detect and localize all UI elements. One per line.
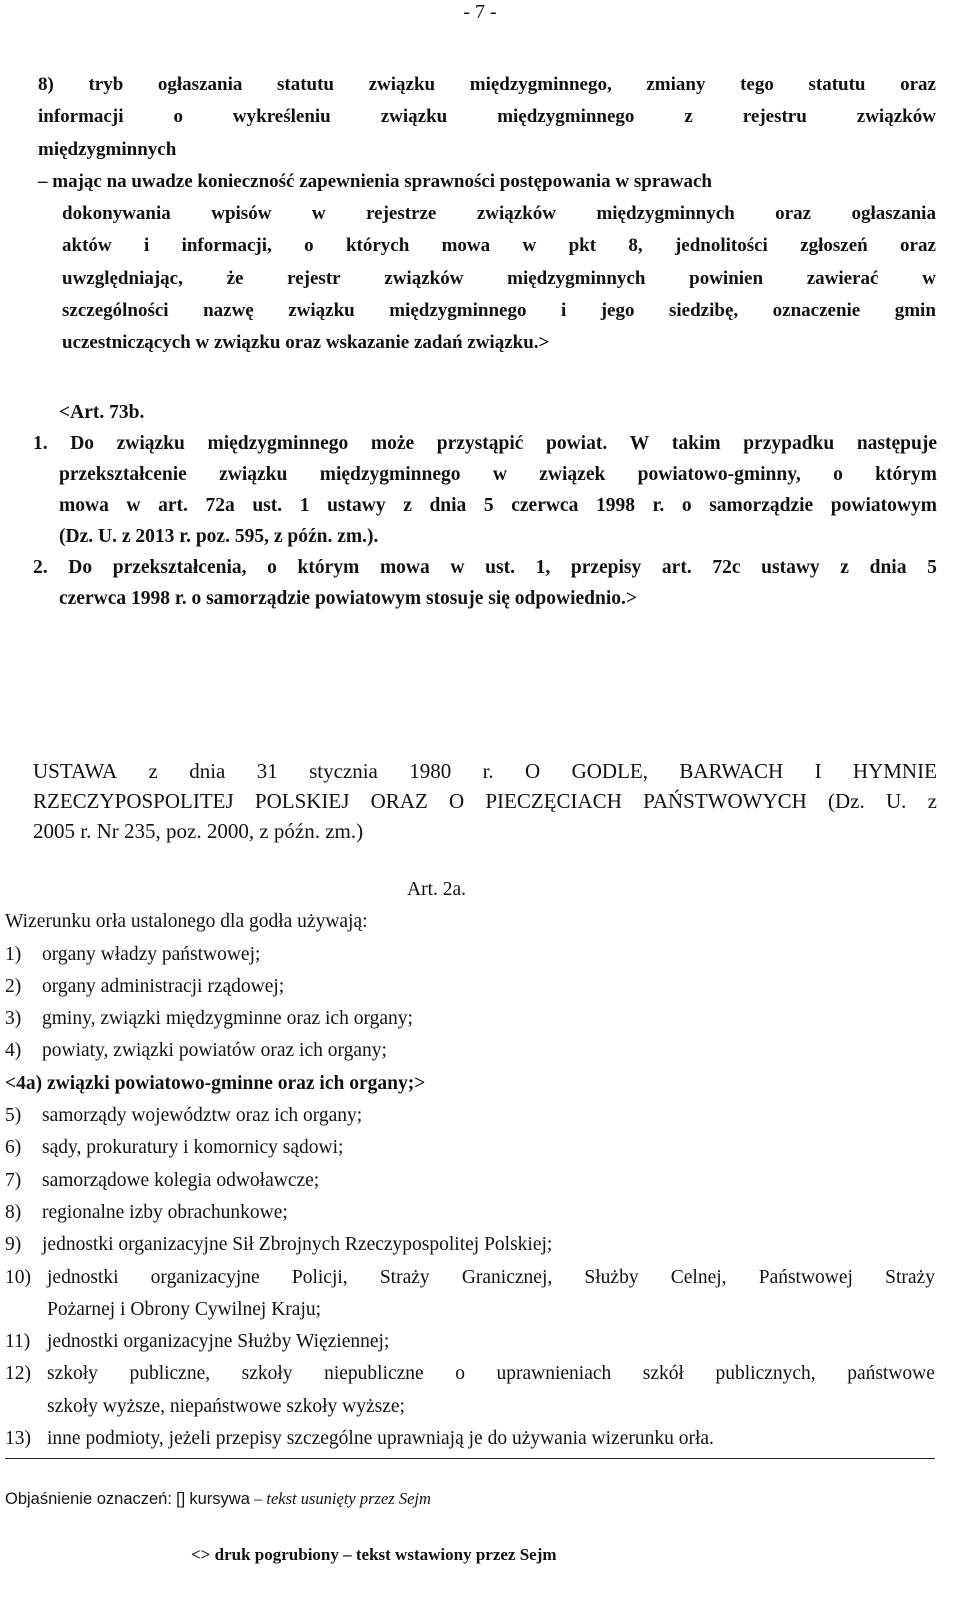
word: których bbox=[345, 235, 410, 257]
word: USTAWA bbox=[33, 759, 118, 783]
item-text: samorządy województw oraz ich organy; bbox=[42, 1105, 363, 1127]
word: jednostki bbox=[47, 1266, 119, 1288]
word: o bbox=[681, 495, 692, 516]
article-heading: <Art. 73b. bbox=[59, 402, 145, 423]
word: O bbox=[525, 759, 541, 783]
word: 72c bbox=[712, 557, 741, 578]
word: informacji bbox=[38, 106, 124, 128]
word: w bbox=[522, 235, 537, 257]
item-text: jednostki organizacyjne Sił Zbrojnych Rzeczypospolitej Polskiej; bbox=[42, 1234, 553, 1256]
word: 8) bbox=[38, 74, 54, 95]
text-line bbox=[33, 555, 937, 586]
text-line bbox=[33, 788, 937, 818]
word: międzygminnego bbox=[389, 300, 527, 322]
word: może bbox=[370, 433, 415, 454]
word: z bbox=[684, 106, 693, 128]
art73a-section bbox=[38, 72, 936, 363]
list-item bbox=[5, 1427, 935, 1459]
word: mowa bbox=[59, 495, 109, 516]
text-line: czerwca 1998 r. o samorządzie powiatowym stosuje się odpowiednio.> bbox=[59, 588, 637, 609]
word: o bbox=[173, 106, 183, 128]
item-number: 13) bbox=[5, 1428, 31, 1450]
word: państwowe bbox=[847, 1363, 935, 1385]
item-number: 5) bbox=[5, 1105, 22, 1127]
legend-deleted bbox=[5, 1491, 431, 1508]
word: następuje bbox=[856, 433, 937, 454]
word: dnia bbox=[429, 495, 467, 516]
word: RZECZYPOSPOLITEJ bbox=[33, 789, 234, 813]
item-text: organy władzy państwowej; bbox=[42, 943, 261, 965]
word: z bbox=[927, 789, 937, 813]
word: statutu bbox=[276, 74, 334, 95]
word: o bbox=[833, 464, 843, 485]
word: U. bbox=[885, 789, 907, 813]
legend-label: Objaśnienie oznaczeń: bbox=[5, 1490, 172, 1508]
word: i bbox=[560, 300, 567, 322]
word: uwzględniając, bbox=[62, 267, 183, 289]
word: o bbox=[304, 235, 314, 257]
word: Policji, bbox=[291, 1266, 348, 1288]
word: szkół bbox=[642, 1363, 684, 1385]
word: Służby bbox=[584, 1266, 639, 1288]
word: O bbox=[448, 789, 465, 813]
word: powiatowo-gminny, bbox=[637, 464, 801, 485]
text-line bbox=[59, 493, 937, 524]
list-item bbox=[5, 1266, 935, 1298]
word: Straży bbox=[379, 1266, 430, 1288]
word: Granicznej, bbox=[461, 1266, 553, 1288]
word: powinien bbox=[689, 267, 764, 289]
word: którym bbox=[875, 464, 937, 485]
word: w bbox=[450, 557, 465, 578]
word: siedzibę, bbox=[669, 300, 739, 322]
word: nazwę bbox=[203, 300, 254, 322]
item-number: 4) bbox=[5, 1040, 22, 1062]
list-item bbox=[5, 1136, 935, 1168]
word: r. bbox=[482, 759, 494, 783]
item-number: 12) bbox=[5, 1363, 31, 1385]
word: stycznia bbox=[309, 759, 378, 783]
word: z bbox=[148, 759, 158, 783]
word: ust. bbox=[485, 557, 515, 578]
word: GODLE, bbox=[571, 759, 648, 783]
word: BARWACH bbox=[679, 759, 784, 783]
item-text: gminy, związki międzygminne oraz ich organy; bbox=[42, 1008, 413, 1030]
item-number: 1) bbox=[5, 943, 22, 965]
word: w bbox=[311, 203, 326, 225]
text-line bbox=[38, 104, 936, 136]
list-item bbox=[5, 975, 935, 1007]
item-number: 11) bbox=[5, 1331, 31, 1353]
word: Celnej, bbox=[670, 1266, 727, 1288]
word: z bbox=[840, 557, 849, 578]
page-number: - 7 - bbox=[463, 1, 497, 23]
word: rejestru bbox=[742, 106, 807, 128]
item-number: 3) bbox=[5, 1008, 22, 1030]
list-item bbox=[5, 1039, 935, 1071]
text-line bbox=[62, 266, 936, 298]
text-line bbox=[38, 72, 936, 104]
word: takim bbox=[671, 433, 721, 454]
text-line bbox=[62, 298, 936, 330]
word: aktów bbox=[62, 235, 112, 257]
word: szkoły bbox=[241, 1363, 293, 1385]
item-text bbox=[47, 1362, 935, 1394]
list-item bbox=[5, 1362, 935, 1394]
word: że bbox=[226, 267, 244, 289]
word: dokonywania bbox=[62, 203, 171, 225]
word: W bbox=[629, 433, 650, 454]
word: jego bbox=[600, 300, 635, 322]
word: zawierać bbox=[806, 267, 879, 289]
word: pkt bbox=[568, 235, 597, 257]
word: w bbox=[126, 495, 141, 516]
word: przepisy bbox=[570, 557, 642, 578]
list-item bbox=[5, 1201, 935, 1233]
item-text: sądy, prokuratury i komornicy sądowi; bbox=[42, 1137, 344, 1159]
word: wpisów bbox=[211, 203, 272, 225]
list-item-continuation bbox=[5, 1298, 935, 1330]
word: przekształcenia, bbox=[112, 557, 247, 578]
act-title bbox=[33, 758, 937, 848]
word: publicznych, bbox=[715, 1363, 816, 1385]
word: międzygminnych bbox=[507, 267, 646, 289]
text-line: (Dz. U. z 2013 r. poz. 595, z późn. zm.). bbox=[59, 526, 379, 547]
list-item bbox=[5, 1169, 935, 1201]
word: związku bbox=[380, 106, 448, 128]
list-item bbox=[5, 1104, 935, 1136]
word: szczególności bbox=[62, 300, 169, 322]
word: związku bbox=[116, 433, 185, 454]
word: niepubliczne bbox=[324, 1363, 424, 1385]
text-line bbox=[33, 758, 937, 788]
word: organizacyjne bbox=[150, 1266, 260, 1288]
item-text: szkoły wyższe, niepaństwowe szkoły wyższe; bbox=[47, 1395, 405, 1417]
item-text: jednostki organizacyjne Służby Więziennej; bbox=[47, 1331, 390, 1353]
word: 1998 bbox=[595, 495, 635, 516]
word: rejestr bbox=[287, 267, 341, 289]
word: w bbox=[922, 267, 936, 289]
word: Do bbox=[68, 557, 93, 578]
word: mowa bbox=[441, 235, 491, 257]
word: mowa bbox=[379, 557, 430, 578]
legend-deleted-desc: tekst usunięty przez Sejm bbox=[266, 1489, 431, 1508]
word: przypadku bbox=[743, 433, 835, 454]
art73b-section bbox=[33, 400, 937, 617]
item-text: Pożarnej i Obrony Cywilnej Kraju; bbox=[47, 1298, 322, 1320]
word: oraz bbox=[900, 235, 936, 257]
text-line bbox=[59, 462, 937, 493]
legend-brackets: [] bbox=[176, 1490, 186, 1508]
list-item bbox=[5, 943, 935, 975]
item-number: 2) bbox=[5, 975, 22, 997]
word: zmiany bbox=[646, 74, 706, 95]
word: czerwca bbox=[511, 495, 579, 516]
item-text: <4a) związki powiatowo-gminne oraz ich organy;> bbox=[5, 1072, 426, 1094]
word: związku bbox=[368, 74, 436, 95]
word: rejestrze bbox=[366, 203, 437, 225]
article-intro: Wizerunku orła ustalonego dla godła używają: bbox=[5, 911, 368, 933]
word: oraz bbox=[900, 74, 936, 95]
word: związku bbox=[219, 464, 288, 485]
text-line bbox=[33, 431, 937, 462]
word: szkoły bbox=[47, 1363, 98, 1385]
text-line: międzygminnych bbox=[38, 138, 177, 160]
word: 1. bbox=[33, 433, 48, 454]
item-number: 6) bbox=[5, 1137, 22, 1159]
word: związków bbox=[384, 267, 464, 289]
word: Do bbox=[70, 433, 95, 454]
word: 31 bbox=[256, 759, 278, 783]
text-line bbox=[62, 201, 936, 233]
word: ust. bbox=[252, 495, 283, 516]
word: I bbox=[814, 759, 822, 783]
word: 5 bbox=[927, 557, 937, 578]
item-number: 8) bbox=[5, 1201, 22, 1223]
item-text: regionalne izby obrachunkowe; bbox=[42, 1201, 288, 1223]
text-line: – mając na uwadze konieczność zapewnienia sprawności postępowania w sprawach bbox=[38, 170, 712, 192]
item-number: 7) bbox=[5, 1169, 22, 1191]
item-number: 9) bbox=[5, 1234, 22, 1256]
word: jednolitości bbox=[674, 235, 768, 257]
list-item bbox=[5, 1330, 935, 1362]
word: ustawy bbox=[761, 557, 820, 578]
list-item bbox=[5, 1233, 935, 1265]
word: samorządzie bbox=[709, 495, 814, 516]
word: 1, bbox=[535, 557, 551, 578]
word: art. bbox=[158, 495, 188, 516]
legend-added: <> druk pogrubiony – tekst wstawiony przez Sejm bbox=[191, 1545, 557, 1564]
word: (Dz. bbox=[828, 789, 865, 813]
word: gmin bbox=[894, 300, 936, 322]
word: ogłaszania bbox=[851, 203, 936, 225]
item-text: powiaty, związki powiatów oraz ich organy; bbox=[42, 1040, 387, 1062]
item-number: 10) bbox=[5, 1266, 31, 1288]
word: związków bbox=[476, 203, 556, 225]
word: 72a bbox=[205, 495, 235, 516]
word: międzygminnego bbox=[497, 106, 635, 128]
item-text: samorządowe kolegia odwoławcze; bbox=[42, 1169, 320, 1191]
word: przystąpić bbox=[436, 433, 524, 454]
word: 1 bbox=[299, 495, 310, 516]
word: art. bbox=[661, 557, 692, 578]
word: PIECZĘCIACH bbox=[485, 789, 622, 813]
word: HYMNIE bbox=[852, 759, 937, 783]
word: 2. bbox=[33, 557, 48, 578]
item-text: organy administracji rządowej; bbox=[42, 975, 285, 997]
list-item bbox=[5, 1072, 935, 1104]
word: i bbox=[143, 235, 150, 257]
word: o bbox=[455, 1363, 465, 1385]
art2a-section bbox=[5, 878, 935, 1459]
article-heading: Art. 2a. bbox=[407, 879, 467, 900]
word: międzygminnego bbox=[319, 464, 461, 485]
word: publiczne, bbox=[129, 1363, 211, 1385]
item-text bbox=[47, 1266, 935, 1298]
word: PAŃSTWOWYCH bbox=[643, 789, 807, 813]
word: oznaczenie bbox=[772, 300, 861, 322]
word: uprawnieniach bbox=[496, 1363, 612, 1385]
word: oraz bbox=[775, 203, 812, 225]
word: dnia bbox=[869, 557, 907, 578]
legend-italic-type: kursywa bbox=[189, 1490, 250, 1508]
word: powiatowym bbox=[830, 495, 937, 516]
word: statutu bbox=[808, 74, 866, 95]
word: ustawy bbox=[327, 495, 386, 516]
text-line: 2005 r. Nr 235, poz. 2000, z późn. zm.) bbox=[33, 819, 364, 843]
word: związku bbox=[288, 300, 355, 322]
word: powiat. bbox=[545, 433, 608, 454]
word: tego bbox=[740, 74, 774, 95]
word: r. bbox=[652, 495, 665, 516]
word: Państwowej bbox=[758, 1266, 853, 1288]
word: Straży bbox=[885, 1266, 935, 1288]
word: dnia bbox=[189, 759, 226, 783]
list-item-continuation bbox=[5, 1395, 935, 1427]
word: zgłoszeń bbox=[800, 235, 868, 257]
item-text: inne podmioty, jeżeli przepisy szczególne uprawniają je do używania wizerunku orła. bbox=[47, 1428, 714, 1450]
word: ogłaszania bbox=[157, 74, 243, 95]
word: tryb bbox=[88, 74, 124, 95]
word: o bbox=[267, 557, 277, 578]
word: 1980 bbox=[409, 759, 452, 783]
text-line bbox=[62, 233, 936, 265]
word: przekształcenie bbox=[59, 464, 187, 485]
word: którym bbox=[297, 557, 360, 578]
word: informacji, bbox=[181, 235, 272, 257]
word: POLSKIEJ bbox=[254, 789, 350, 813]
word: wykreśleniu bbox=[232, 106, 331, 128]
text-line: uczestniczących w związku oraz wskazanie zadań związku.> bbox=[62, 332, 550, 354]
word: międzygminnego bbox=[207, 433, 349, 454]
list-item bbox=[5, 1007, 935, 1039]
word: 8, bbox=[628, 235, 643, 257]
word: z bbox=[403, 495, 412, 516]
word: w bbox=[492, 464, 507, 485]
footer-divider bbox=[5, 1458, 935, 1459]
word: związek bbox=[539, 464, 606, 485]
word: międzygminnych bbox=[596, 203, 735, 225]
word: ORAZ bbox=[370, 789, 428, 813]
word: międzygminnego, bbox=[469, 74, 612, 95]
item-list bbox=[5, 943, 935, 1460]
word: związków bbox=[856, 106, 936, 128]
legend-dash: – bbox=[254, 1489, 263, 1508]
word: 5 bbox=[483, 495, 494, 516]
